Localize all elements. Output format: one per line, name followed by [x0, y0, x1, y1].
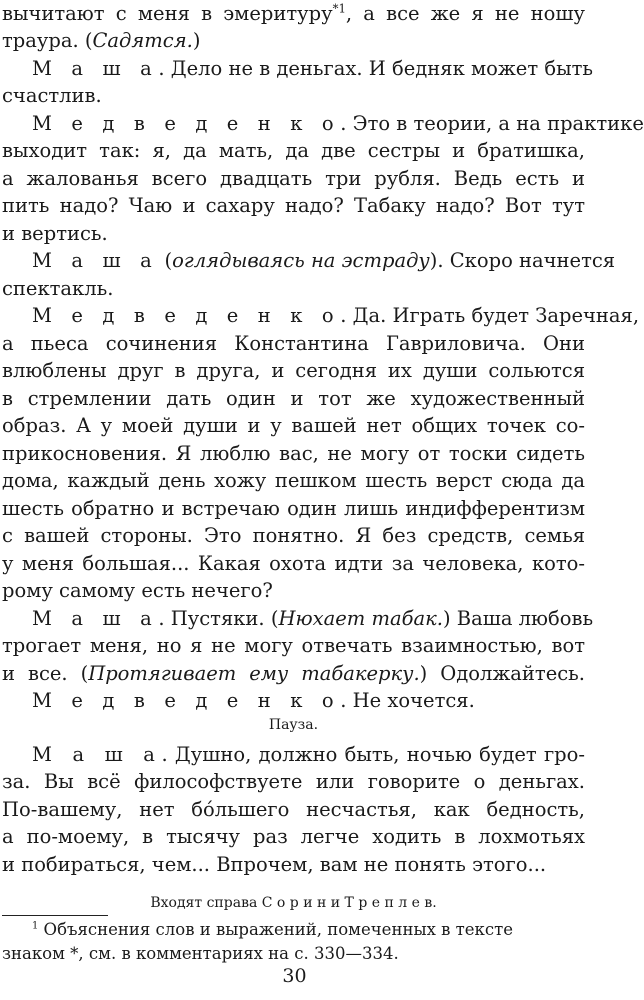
speech-medvedenko-3: М е д в е д е н к о. Не хочется.	[32, 689, 475, 712]
stage-direction: Садятся.	[92, 29, 193, 52]
speaker-name: М е д в е д е н к о	[32, 689, 341, 712]
stage-direction: Нюхает табак.	[278, 607, 443, 630]
text-line-13: а пьеса сочинения Константина Гавриловича. Они	[2, 332, 585, 355]
text-line-20: с вашей стороны. Это понятно. Я без средств, семья	[2, 524, 585, 547]
stage-direction: Протягивает ему табакерку.	[88, 662, 420, 685]
text-line-6: выходит так: я, да мать, да две сестры и братишка,	[2, 139, 585, 162]
text-line-1: вычитают с меня в эмеритуру$^{*1}$, а все же я не ношу	[2, 1, 585, 25]
footnote-rule	[2, 915, 108, 916]
text-line-18: дома, каждый день хожу пешком шесть верст сюда да	[2, 469, 585, 492]
text-line-2: траура. (Садятся.)	[2, 29, 201, 52]
speaker-name: М е д в е д е н к о	[32, 112, 341, 135]
speaker-name: М а ш а	[32, 57, 159, 80]
speech-medvedenko-1: М е д в е д е н к о. Это в теории, а на практике	[32, 112, 644, 135]
stage-direction-pause: Пауза.	[268, 717, 319, 733]
stage-direction: оглядываясь на эстраду	[172, 249, 430, 272]
text-line-15: в стремлении дать один и тот же художественный	[2, 387, 585, 410]
footnote-line-2: знаком *, см. в комментариях на с. 330—334.	[2, 944, 399, 963]
text-line-7: а жалованья всего двадцать три рубля. Ведь есть и	[2, 167, 585, 190]
stage-direction-entrance: Входят справа С о р и н и Т р е п л е в.	[150, 895, 437, 911]
page-number: 30	[282, 965, 307, 987]
text-line-25: и все. (Протягивает ему табакерку.) Одолжайтесь.	[2, 662, 585, 685]
text-line-11: спектакль.	[2, 277, 114, 300]
footnote-marker: *1	[332, 1, 346, 16]
text-line-9: и вертись.	[2, 222, 108, 245]
speech-masha-4: М а ш а. Душно, должно быть, ночью будет гро-	[32, 743, 585, 766]
speech-masha-2: М а ш а (оглядываясь на эстраду). Скоро начнется	[32, 249, 616, 272]
footnote-line-1: $^1$ Объяснения слов и выражений, помеченных в тексте	[32, 920, 513, 939]
speaker-name: М а ш а	[32, 607, 159, 630]
speech-masha-3: М а ш а. Пустяки. (Нюхает табак.) Ваша любовь	[32, 607, 594, 630]
text-line-30: По-вашему, нет бо́льшего несчастья, как бедность,	[2, 798, 585, 821]
text-line-4: счастлив.	[2, 84, 102, 107]
text-line-29: за. Вы всё философствуете или говорите о деньгах.	[2, 770, 585, 793]
text-line-17: прикосновения. Я люблю вас, не могу от тоски сидеть	[2, 442, 585, 465]
text-line-32: и побираться, чем... Впрочем, вам не понять этого...	[2, 853, 547, 876]
text-line-19: шесть обратно и встречаю один лишь индифферентизм	[2, 497, 585, 520]
text-line-24: трогает меня, но я не могу отвечать взаимностью, вот	[2, 634, 585, 657]
text-line-16: образ. А у моей души и у вашей нет общих точек со-	[2, 414, 585, 437]
text-line-14: влюблены друг в друга, и сегодня их души сольются	[2, 359, 585, 382]
text-line-21: у меня большая... Какая охота идти за человека, кото-	[2, 552, 585, 575]
text-line-31: а по-моему, в тысячу раз легче ходить в лохмотьях	[2, 825, 585, 848]
speech-masha-1: М а ш а. Дело не в деньгах. И бедняк может быть	[32, 57, 593, 80]
text-line-8: пить надо? Чаю и сахару надо? Табаку надо? Вот тут	[2, 194, 585, 217]
text-line-22: рому самому есть нечего?	[2, 579, 273, 602]
speaker-name: М а ш а	[32, 743, 162, 766]
footnote-number: 1	[32, 920, 39, 932]
speaker-name: М е д в е д е н к о	[32, 304, 341, 327]
speaker-name: М а ш а	[32, 249, 159, 272]
speech-medvedenko-2: М е д в е д е н к о. Да. Играть будет Заречная,	[32, 304, 640, 327]
